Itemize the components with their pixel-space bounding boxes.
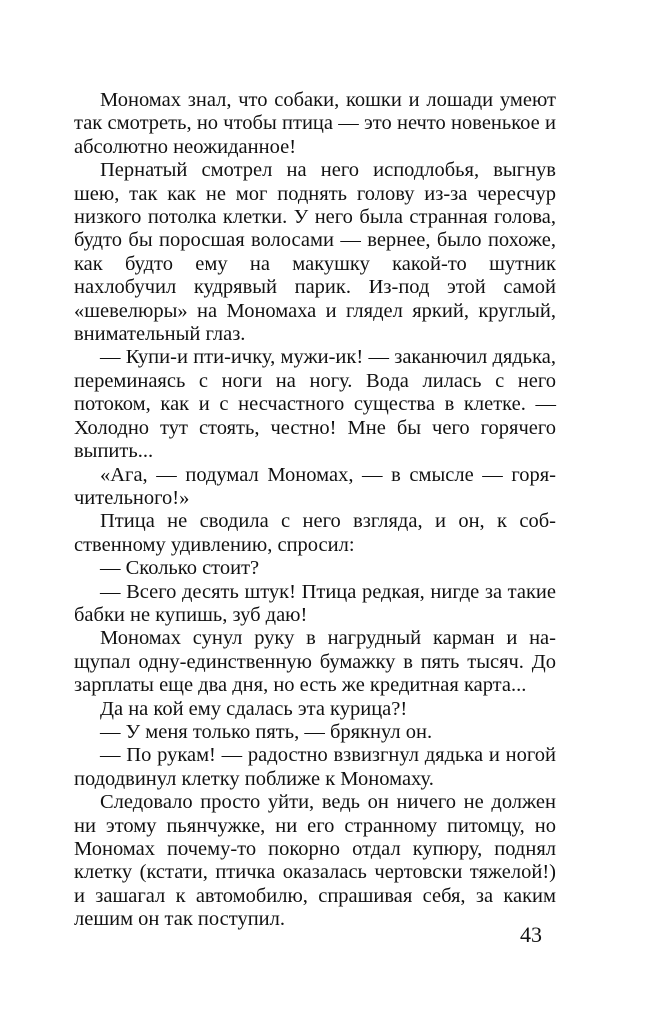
paragraph: — Всего десять штук! Птица редкая, нигде за такие бабки не купишь, зуб даю!	[74, 580, 556, 626]
book-page-text	[74, 89, 556, 932]
paragraph: Птица не сводила с него взгляда, и он, к собственному удивлению, спросил:	[74, 510, 556, 556]
paragraph: Да на кой ему сдалась эта курица?!	[100, 697, 408, 720]
paragraph: Пернатый смотрел на него исподлобья, выгнув шею, так как не мог поднять голову из-за чересчур низкого потолка клетки. У него была странная голова, будто бы поросшая волосами — вернее, было похоже, как будто ему на макушку какой-то шутник нахлобучил кудрявый парик. Из-под этой самой «шевелюры» на Мономаха и глядел яркий, круглый, внимательный глаз.	[74, 159, 556, 346]
paragraph: — У меня только пять, — брякнул он.	[100, 720, 433, 743]
paragraph: Следовало просто уйти, ведь он ничего не должен ни этому пьянчужке, ни его странному питомцу, но Мономах почему-то покорно отдал купюру, поднял клетку (кстати, птичка оказалась чертовски тяжелой!) и зашагал к автомобилю, спрашивая себя, за каким лешим он так поступил.	[74, 791, 556, 931]
page-number: 43	[520, 922, 542, 947]
paragraph: Мономах знал, что собаки, кошки и лошади умеют так смотреть, но чтобы птица — это нечто новенькое и абсолютно неожиданное!	[74, 89, 556, 158]
paragraph: Мономах сунул руку в нагрудный карман и нащупал одну-единственную бумажку в пять тысяч. До зарплаты еще два дня, но есть же кредитная карта...	[74, 627, 556, 697]
paragraph: — По рукам! — радостно взвизгнул дядька и ногой пододвинул клетку поближе к Мономаху.	[74, 744, 556, 790]
paragraph: — Сколько стоит?	[100, 557, 260, 580]
paragraph: «Ага, — подумал Мономах, — в смысле — горячительного!»	[74, 463, 556, 509]
paragraph: — Купи-и пти-ичку, мужи-ик! — заканючил дядька, переминаясь с ноги на ногу. Вода лилась с него потоком, как и с несчастного существа в клетке. — Холодно тут стоять, честно! Мне бы чего горячего выпить...	[74, 346, 556, 463]
